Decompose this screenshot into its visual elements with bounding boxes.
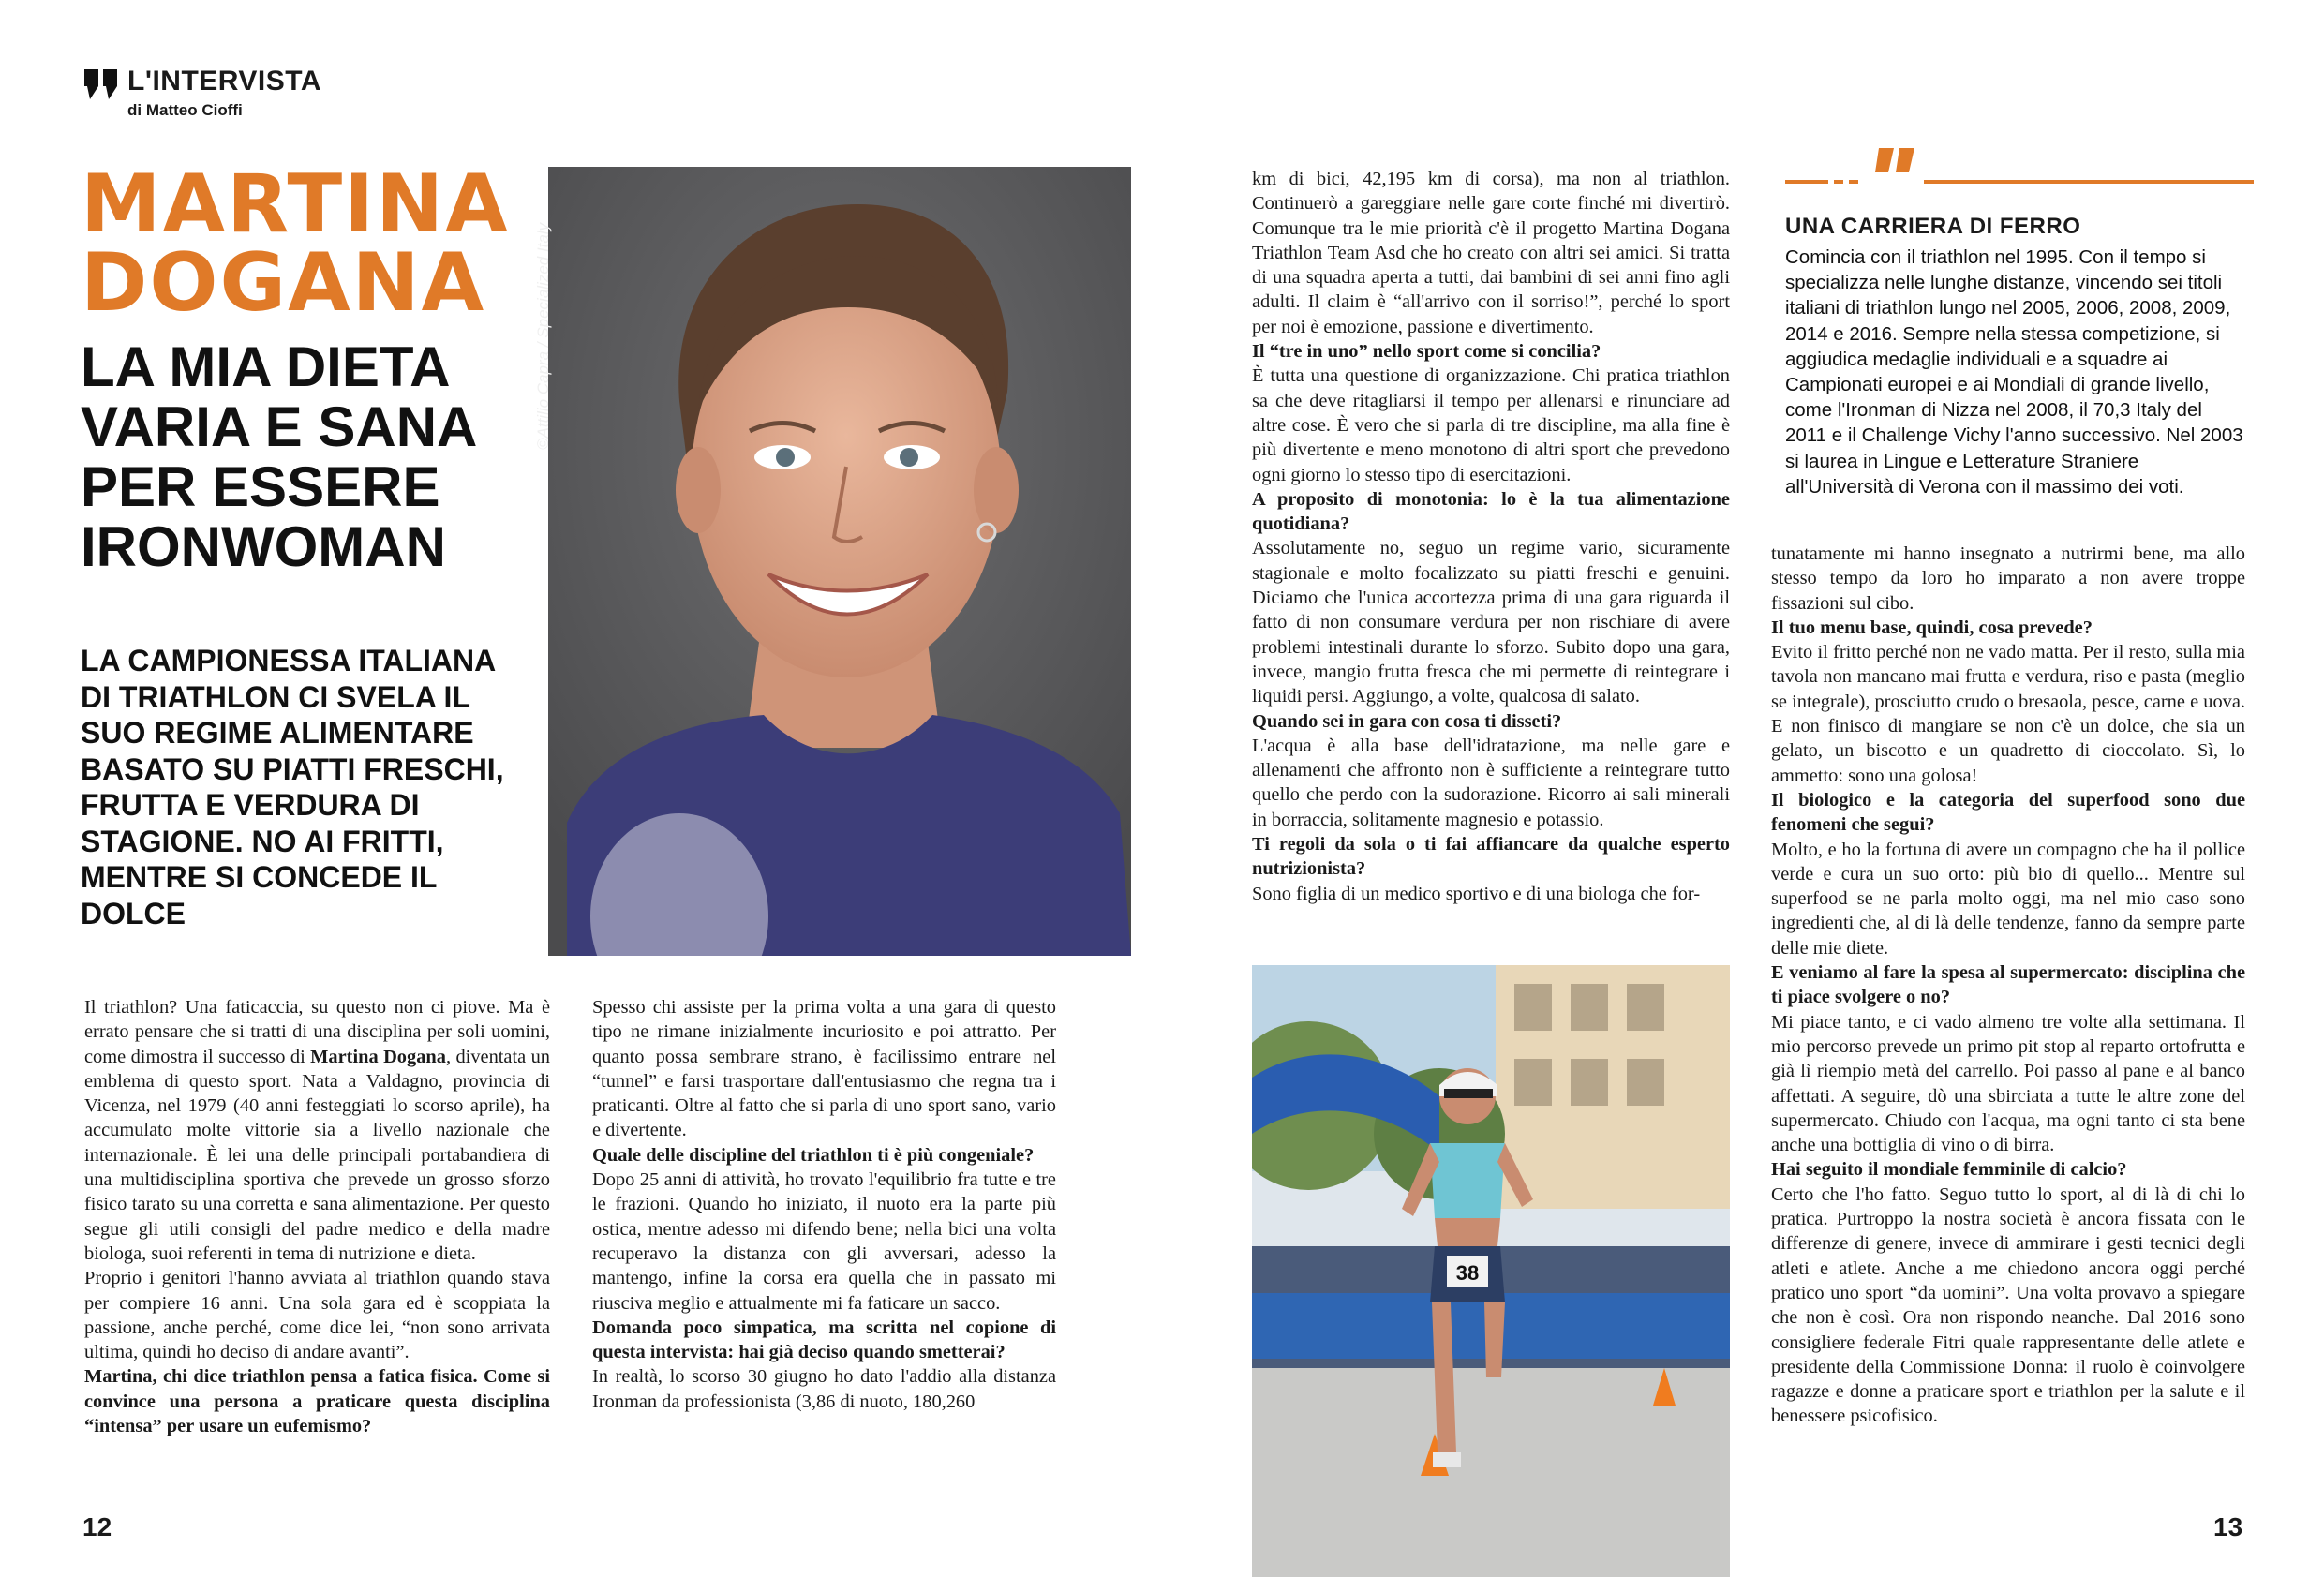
quote-mark-icon [84,69,118,101]
question: Il “tre in uno” nello sport come si concilia? [1252,341,1601,363]
answer: Certo che l'ho fatto. Seguo tutto lo sport, al di là di chi lo pratica. Purtroppo la nostra società è ancora fissata con le differenze di genere, invece di ammirare i gesti tecnici degli atleti e atlete. Anche a me chiedono ancora oggi perché pratico uno sport “da uomini”. Una volta provavo a spiegare che non è così. Ora non rispondo neanche. Dal 2016 sono consigliere federale Fitri quale rappresentante delle atlete e presidente della Commissione Donna: il ruolo è coinvolgere ragazze e donne a praticare sport e triathlon per la salute e il benessere psicofisico. [1771,1183,2245,1427]
answer: Spesso chi assiste per la prima volta a una gara di questo tipo ne rimane inizialmente incuriosito e poi attratto. Per quanto possa sembrare strano, è facilissimo entrare nel “tunnel” e farsi trasportare dall'entusiasmo che regna tra i praticanti. Oltre al fatto che si parla di uno sport sano, vario e divertente. [592,997,1056,1141]
answer: È tutta una questione di organizzazione. Chi pratica triathlon sa che deve ritagliarsi il tempo per allenarsi e rinunciare ad altre cose. È vero che si parla di tre discipline, ma alla fine è più divertente e meno monotono di altri sport che prevedono ogni giorno lo stesso tipo di esercitazioni. [1252,365,1730,485]
paragraph: Proprio i genitori l'hanno avviata al triathlon quando stava per compiere 16 anni. Una sola gara ed è scoppiata la passione, anche perché, come dice lei, “non sono arrivata ultima, quindi ho deciso di andare avanti”. [84,1268,550,1363]
page-number-left: 12 [82,1512,112,1541]
question: Quando sei in gara con cosa ti disseti? [1252,710,1562,732]
question: A proposito di monotonia: lo è la tua alimentazione quotidiana? [1252,488,1730,535]
page-number-right: 13 [2213,1512,2243,1541]
answer: Dopo 25 anni di attività, ho trovato l'equilibrio fra tutte e tre le frazioni. Quando ho iniziato, il nuoto era la parte più ostica, mentre adesso mi difendo bene; nella bici una volta recuperavo la distanza con gli avversari, adesso la mantengo, infine la corsa era quella che in passato mi riusciva meglio e attualmente mi fa faticare un sacco. [592,1169,1056,1314]
headline: LA MIA DIETA VARIA E SANA PER ESSERE IRONWOMAN [81,335,476,578]
section-header [84,66,459,122]
race-bib-number: 38 [1455,1261,1480,1285]
question: Martina, chi dice triathlon pensa a fatica fisica. Come si convince una persona a praticare questa disciplina “intensa” per usare un eufemismo? [84,1366,550,1437]
intro-paragraph [84,995,550,1266]
answer: Sono figlia di un medico sportivo e di una biologa che for- [1252,883,1701,904]
question: E veniamo al fare la spesa al supermercato: disciplina che ti piace svolgere o no? [1771,962,2245,1008]
article-column-2 [592,995,1056,1414]
sidebar-title: UNA CARRIERA DI FERRO [1785,214,2081,239]
portrait-illustration [548,167,1131,956]
name-title [81,157,549,330]
answer: Molto, e ho la fortuna di avere un compagno che ha il pollice verde e cura un suo orto: più bio di quello... Mentre sul superfood se ne parla molto oggi, ma nel mio caso sono ingredienti che, al di là delle tendenze, fanno da sempre parte delle mie diete. [1771,839,2245,959]
race-illustration [1252,965,1730,1577]
name-title-line-2: DOGANA [81,236,486,330]
intro-text-a: Il triathlon? Una faticaccia, su questo non ci piove. Ma è errato pensare che si tratti di una disciplina per soli uomini, come dimostra il successo di [84,997,550,1067]
answer: In realtà, lo scorso 30 giugno ho dato l'addio alla distanza Ironman da professionista (3,86 di nuoto, 180,260 [592,1366,1056,1412]
question: Quale delle discipline del triathlon ti è più congeniale? [592,1144,1035,1166]
answer: Mi piace tanto, e ci vado almeno tre volte alla settimana. Il mio percorso prevede un primo pit stop al reparto ortofrutta e già lì riempio metà del carrello. Poi passo al pane e al banco affettati. A seguire, dò una sbirciata a tutte le altre zone del supermercato. Chiudo con l'acqua, ma ogni tanto ci sta bene anche una bottiglia di vino o di birra. [1771,1011,2245,1156]
article-column-3 [1252,167,1730,906]
question: Il tuo menu base, quindi, cosa prevede? [1771,617,2093,638]
article-column-1 [84,995,550,1438]
question: Ti regoli da sola o ti fai affiancare da qualche esperto nutrizionista? [1252,834,1730,880]
article-column-4 [1771,542,2245,1429]
race-photo [1252,965,1730,1577]
question: Hai seguito il mondiale femminile di calcio? [1771,1159,2127,1181]
portrait-photo [548,167,1131,956]
sidebar-quote-decoration [1785,139,2254,191]
answer: tunatamente mi hanno insegnato a nutrirmi bene, ma allo stesso tempo da loro ho imparato a non avere troppe fissazioni sul cibo. [1771,543,2245,614]
intro-text-b: , diventata un emblema di questo sport. Nata a Valdagno, provincia di Vicenza, nel 1979 (40 anni festeggiati lo scorso aprile), ha accumulato molte vittorie sia a livello nazionale che internazionale. È lei una delle principali portabandiera di una multidisciplina sportiva che prevede un grosso sforzo fisico tarato su una corretta e sana alimentazione. Per questo segue gli utili consigli del padre medico e della madre biologa, suoi referenti in tema di nutrizione e dieta. [84,1046,551,1264]
subheadline: LA CAMPIONESSA ITALIANA DI TRIATHLON CI SVELA IL SUO REGIME ALIMENTARE BASATO SU PIATTI FRESCHI, FRUTTA E VERDURA DI STAGIONE. NO AI FRITTI, MENTRE SI CONCEDE IL DOLCE [81,644,504,930]
question: Domanda poco simpatica, ma scritta nel copione di questa intervista: hai già deciso quando smetterai? [592,1317,1056,1363]
photo-credit: ©Attilio Capra / Specialized Italy [534,222,552,450]
answer: Assolutamente no, seguo un regime vario, sicuramente stagionale e molto focalizzato su piatti freschi e genuini. Diciamo che l'unica accortezza prima di una gara riguarda il fatto di non consumare verdura per non rischiare di avere problemi intestinali durante lo sforzo. Subito dopo una gara, invece, mangio frutta fresca che mi permette di reintegrare i liquidi persi. Aggiungo, a volte, qualcosa di salato. [1252,538,1730,707]
athlete-name: Martina Dogana [310,1046,446,1067]
byline: di Matteo Cioffi [127,101,243,119]
question: Il biologico e la categoria del superfood sono due fenomeni che segui? [1771,789,2245,836]
answer: km di bici, 42,195 km di corsa), ma non al triathlon. Continuerò a gareggiare nelle gare corte finché mi divertirò. Comunque tra le mie priorità c'è il progetto Martina Dogana Triathlon Team Asd che ho creato con altri sei amici. Si tratta di una squadra aperta a tutti, dai bambini di sei anni fino agli adulti. Il claim è “all'arrivo con il sorriso!”, perché lo sport per noi è emozione, passione e divertimento. [1252,169,1730,337]
sidebar-text: Comincia con il triathlon nel 1995. Con il tempo si specializza nelle lunghe distanze, vincendo sei titoli italiani di triathlon lungo nel 2005, 2006, 2008, 2009, 2014 e 2016. Sempre nella stessa competizione, si aggiudica medaglie individuali e a squadre ai Campionati europei e ai Mondiali di grande livello, come l'Ironman di Nizza nel 2008, il 70,3 Italy del 2011 e il Challenge Vichy l'anno successivo. Nel 2003 si laurea in Lingue e Letterature Straniere all'Università di Verona con il massimo dei voti. [1785,246,2243,498]
section-title: L'INTERVISTA [127,66,322,97]
answer: L'acqua è alla base dell'idratazione, ma nelle gare e allenamenti che affronto non è sufficiente a reintegrare tutto quello che perdo con la sudorazione. Ricorro ai sali minerali in borraccia, solitamente magnesio e potassio. [1252,735,1730,830]
name-title-line-1: MARTINA [81,157,510,251]
answer: Evito il fritto perché non ne vado matta. Per il resto, sulla mia tavola non mancano mai frutta e verdura, riso e pasta (meglio se integrale), prosciutto crudo o bresaola, pesce, carne e uova. E non finisco di mangiare se non c'è un dolce, che sia un gelato, un biscotto e un quadretto di cioccolato. Sì, lo ammetto: sono una golosa! [1771,642,2245,786]
